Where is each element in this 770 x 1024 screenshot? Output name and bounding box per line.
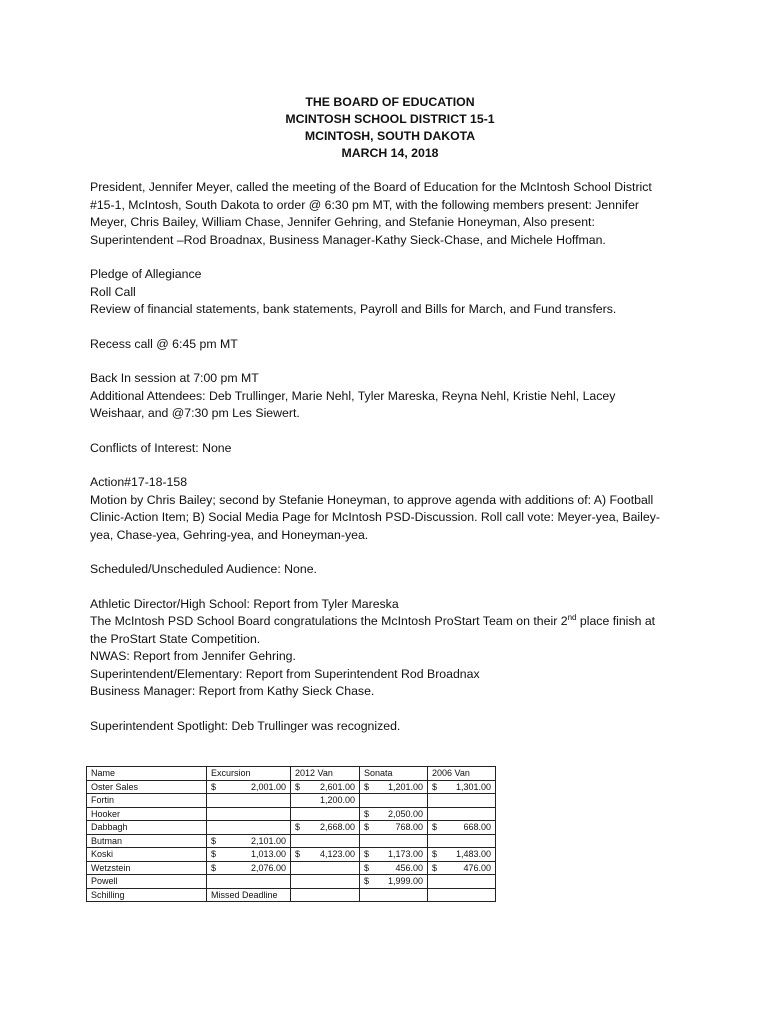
currency-symbol: $ [211, 862, 217, 873]
amount: 2,601.00 [319, 781, 355, 792]
amount: 2,101.00 [250, 835, 286, 846]
currency-symbol: $ [211, 781, 217, 792]
currency-symbol: $ [432, 849, 438, 859]
bid-cell-van2012 [291, 807, 360, 821]
bid-cell-van2012 [291, 861, 360, 875]
bidder-name: Hooker [87, 807, 207, 821]
currency-symbol: $ [211, 835, 217, 846]
currency-symbol: $ [295, 822, 301, 832]
bid-cell-excursion: Missed Deadline [207, 888, 291, 902]
bid-cell-sonata [360, 780, 428, 794]
bid-cell-excursion [207, 780, 291, 794]
bid-cell-van2006 [428, 888, 496, 902]
bid-cell-excursion [207, 848, 291, 862]
header-title: THE BOARD OF EDUCATION [305, 95, 475, 109]
currency-symbol: $ [364, 849, 370, 859]
header-2012-van: 2012 Van [291, 767, 360, 781]
bid-cell-van2006 [428, 794, 496, 808]
back-in-session-paragraph: Back In session at 7:00 pm MT Additional Attendees: Deb Trullinger, Marie Nehl, Tyler Mareska, Reyna Nehl, Kristie Nehl, Lacey Weishaar, and @7:30 pm Les Siewert. [90, 371, 616, 420]
action-paragraph: Action#17-18-158 Motion by Chris Bailey; second by Stefanie Honeyman, to approve agenda with additions of: A) Football Clinic-Action Item; B) Social Media Page for McIntosh PSD-Discussion. Roll call vote: Meyer-yea, Bailey- yea, Chase-yea, Gehring-yea, and Honeyman-yea. [90, 475, 660, 542]
table-body [87, 780, 496, 902]
amount: 668.00 [463, 822, 491, 832]
bidder-name: Schilling [87, 888, 207, 902]
bid-cell-sonata [360, 834, 428, 848]
money-value [432, 862, 491, 875]
bid-cell-sonata [360, 807, 428, 821]
money-value [364, 848, 423, 861]
bid-cell-excursion [207, 807, 291, 821]
currency-symbol: $ [432, 781, 438, 792]
bid-cell-van2012 [291, 888, 360, 902]
bid-cell-sonata [360, 875, 428, 889]
opening-paragraph: President, Jennifer Meyer, called the meeting of the Board of Education for the McIntosh School District #15-1, McIntosh, South Dakota to order @ 6:30 pm MT, with the following members present: Jennifer Meyer, Chris Bailey, William Chase, Jennifer Gehring, and Stefanie Honeyman, Also present: Superintendent –Rod Broadnax, Business Manager-Kathy Sieck-Chase, and Michele Hoffman. [90, 180, 652, 247]
money-value [432, 781, 491, 794]
bid-cell-sonata [360, 821, 428, 835]
currency-symbol: $ [211, 849, 217, 859]
pledge-paragraph: Pledge of Allegiance Roll Call Review of financial statements, bank statements, Payroll and Bills for March, and Fund transfers. [90, 267, 617, 316]
recess-paragraph: Recess call @ 6:45 pm MT [90, 336, 238, 351]
header-date: MARCH 14, 2018 [341, 146, 439, 160]
currency-symbol: $ [295, 849, 301, 859]
amount: 2,001.00 [250, 781, 286, 792]
table-row [87, 834, 496, 848]
bid-cell-excursion [207, 834, 291, 848]
bid-cell-van2012 [291, 821, 360, 835]
money-value [364, 875, 423, 888]
amount: 2,076.00 [250, 862, 286, 873]
bid-cell-van2012 [291, 875, 360, 889]
table-row [87, 821, 496, 835]
bidder-name: Wetzstein [87, 861, 207, 875]
bid-cell-excursion [207, 875, 291, 889]
currency-symbol: $ [364, 862, 370, 873]
bid-cell-van2012: 1,200.00 [291, 794, 360, 808]
currency-symbol: $ [364, 876, 370, 886]
header-excursion: Excursion [207, 767, 291, 781]
table-row [87, 848, 496, 862]
amount: 1,173.00 [387, 849, 423, 859]
table-row [87, 875, 496, 889]
table-row [87, 794, 496, 808]
document-header [90, 94, 690, 162]
bidder-name: Powell [87, 875, 207, 889]
bid-cell-van2006 [428, 848, 496, 862]
bidder-name: Dabbagh [87, 821, 207, 835]
header-2006-van: 2006 Van [428, 767, 496, 781]
money-value [364, 862, 423, 875]
bidder-name: Butman [87, 834, 207, 848]
amount: 1,201.00 [387, 781, 423, 792]
money-value [211, 862, 286, 875]
amount: 1,013.00 [250, 849, 286, 859]
money-value [432, 848, 491, 861]
money-value [211, 781, 286, 794]
currency-symbol: $ [295, 781, 301, 792]
amount: 456.00 [395, 862, 423, 873]
bid-cell-van2012 [291, 780, 360, 794]
header-district: MCINTOSH SCHOOL DISTRICT 15-1 [285, 112, 495, 126]
bidder-name: Koski [87, 848, 207, 862]
bidder-name: Fortin [87, 794, 207, 808]
money-value [211, 848, 286, 861]
amount: 4,123.00 [319, 849, 355, 859]
money-value [432, 821, 491, 834]
table-row [87, 861, 496, 875]
money-value [211, 835, 286, 848]
bid-cell-van2006 [428, 807, 496, 821]
congratulations-line: The McIntosh PSD School Board congratulations the McIntosh ProStart Team on their 2nd place finish at [90, 612, 656, 628]
currency-symbol: $ [364, 822, 370, 832]
money-value [295, 821, 355, 834]
header-name: Name [87, 767, 207, 781]
amount: 2,050.00 [387, 808, 423, 819]
bid-cell-sonata [360, 848, 428, 862]
amount: 476.00 [463, 862, 491, 873]
conflicts-paragraph: Conflicts of Interest: None [90, 440, 232, 455]
table-row [87, 888, 496, 902]
bid-cell-van2006 [428, 821, 496, 835]
amount: 768.00 [395, 822, 423, 832]
table-row [87, 780, 496, 794]
bid-cell-van2006 [428, 875, 496, 889]
bid-cell-van2012 [291, 848, 360, 862]
audience-paragraph: Scheduled/Unscheduled Audience: None. [90, 562, 317, 576]
money-value [295, 781, 355, 794]
reports-paragraph: Athletic Director/High School: Report from Tyler Mareska The McIntosh PSD School Board congratulations the McIntosh ProStart Team on their 2nd place finish at the ProStart State Competition. NWAS: Report from Jennifer Gehring. Superintendent/Elementary: Report from Superintendent Rod Broadnax Business Manager: Report from Kathy Sieck Chase. [90, 596, 690, 701]
currency-symbol: $ [432, 822, 438, 832]
bid-cell-van2006 [428, 780, 496, 794]
bid-cell-van2006 [428, 861, 496, 875]
money-value [364, 821, 423, 834]
bid-cell-van2006 [428, 834, 496, 848]
money-value [364, 808, 423, 821]
bid-cell-sonata [360, 794, 428, 808]
header-location: MCINTOSH, SOUTH DAKOTA [304, 129, 476, 143]
spotlight-paragraph: Superintendent Spotlight: Deb Trullinger was recognized. [90, 718, 401, 733]
bid-cell-sonata [360, 888, 428, 902]
bid-cell-sonata [360, 861, 428, 875]
money-value [295, 848, 355, 861]
amount: 1,483.00 [455, 849, 491, 859]
amount: 1,301.00 [455, 781, 491, 792]
currency-symbol: $ [364, 808, 370, 819]
currency-symbol: $ [364, 781, 370, 792]
amount: 2,668.00 [319, 822, 355, 832]
amount: 1,999.00 [387, 876, 423, 886]
table-row [87, 807, 496, 821]
vehicle-bids-table [86, 766, 496, 902]
bid-cell-van2012 [291, 834, 360, 848]
table-header-row [87, 767, 496, 781]
minutes-document [90, 94, 690, 752]
header-sonata: Sonata [360, 767, 428, 781]
bid-cell-excursion [207, 794, 291, 808]
bidder-name: Oster Sales [87, 780, 207, 794]
bid-cell-excursion [207, 861, 291, 875]
bid-cell-excursion [207, 821, 291, 835]
money-value [364, 781, 423, 794]
currency-symbol: $ [432, 862, 438, 873]
